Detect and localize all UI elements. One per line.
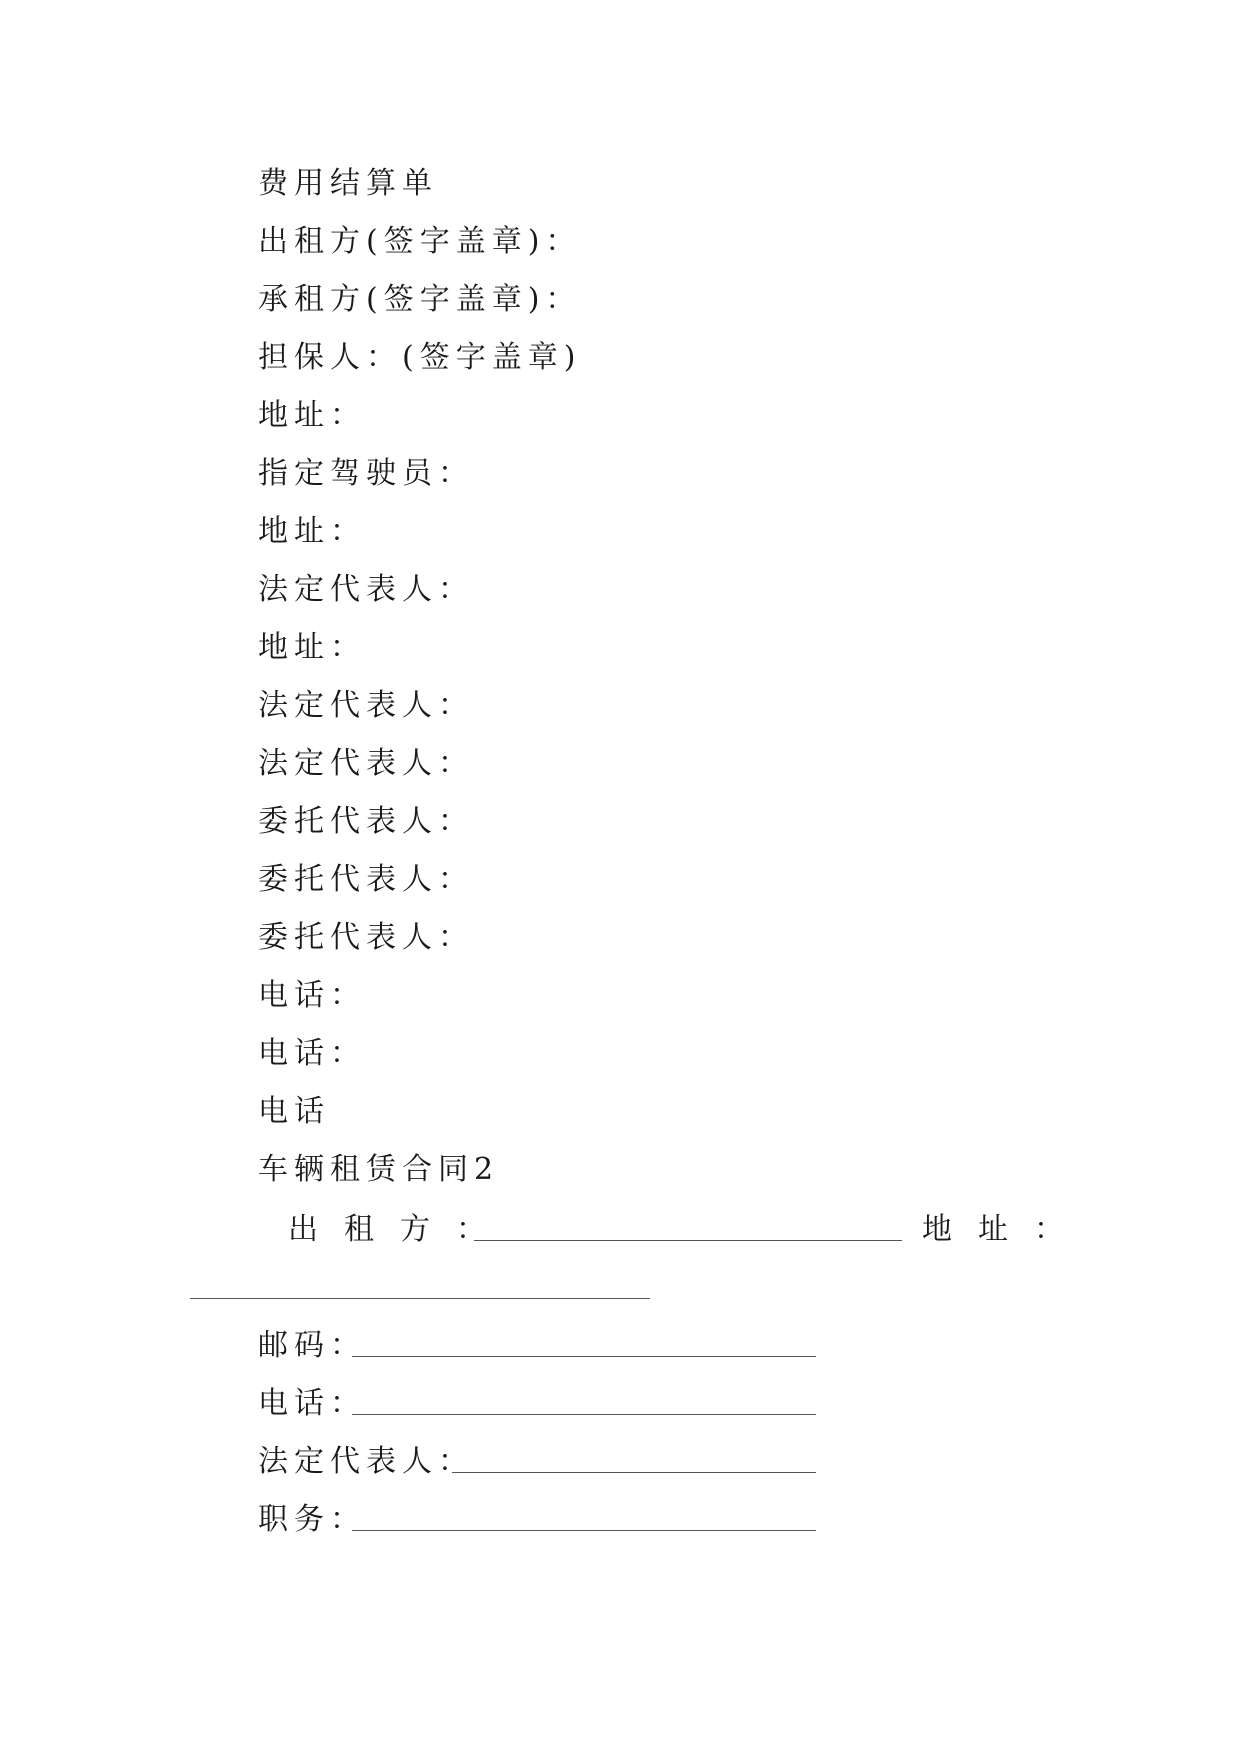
doc-line-lessee-signature: 承租方(签字盖章)： (258, 282, 582, 317)
doc-line-phone: 电话 (258, 1094, 330, 1129)
doc-heading-contract-2: 车辆租赁合同2 (258, 1152, 500, 1187)
phone-blank-line (352, 1414, 816, 1415)
doc-line-legal-rep: 法定代表人： (258, 688, 474, 723)
doc-line-designated-driver: 指定驾驶员： (258, 456, 474, 491)
address-blank-line (190, 1298, 650, 1299)
doc-line-phone: 电话： (258, 978, 366, 1013)
doc-line-entrusted-rep: 委托代表人： (258, 804, 474, 839)
position-label: 职务： (258, 1502, 366, 1537)
legal-rep-label: 法定代表人： (258, 1444, 474, 1479)
doc-line-legal-rep: 法定代表人： (258, 746, 474, 781)
postcode-label: 邮码： (258, 1328, 366, 1363)
doc-line-address: 地址： (258, 514, 366, 549)
lessor-address-label: 地址： (922, 1212, 1090, 1247)
doc-line-entrusted-rep: 委托代表人： (258, 862, 474, 897)
doc-line-guarantor-signature: 担保人：(签字盖章) (258, 340, 582, 375)
doc-line-address: 地址： (258, 630, 366, 665)
phone-label: 电话： (258, 1386, 366, 1421)
position-blank-line (352, 1530, 816, 1531)
doc-line-phone: 电话： (258, 1036, 366, 1071)
legal-rep-blank-line (452, 1472, 816, 1473)
doc-line-address: 地址： (258, 398, 366, 433)
doc-line-entrusted-rep: 委托代表人： (258, 920, 474, 955)
doc-line-lessor-signature: 出租方(签字盖章)： (258, 224, 582, 259)
doc-line-settlement: 费用结算单 (258, 166, 438, 201)
doc-line-legal-rep: 法定代表人： (258, 572, 474, 607)
lessor-blank-line (474, 1240, 902, 1241)
postcode-blank-line (352, 1356, 816, 1357)
lessor-field-label: 出租方： (288, 1212, 512, 1247)
